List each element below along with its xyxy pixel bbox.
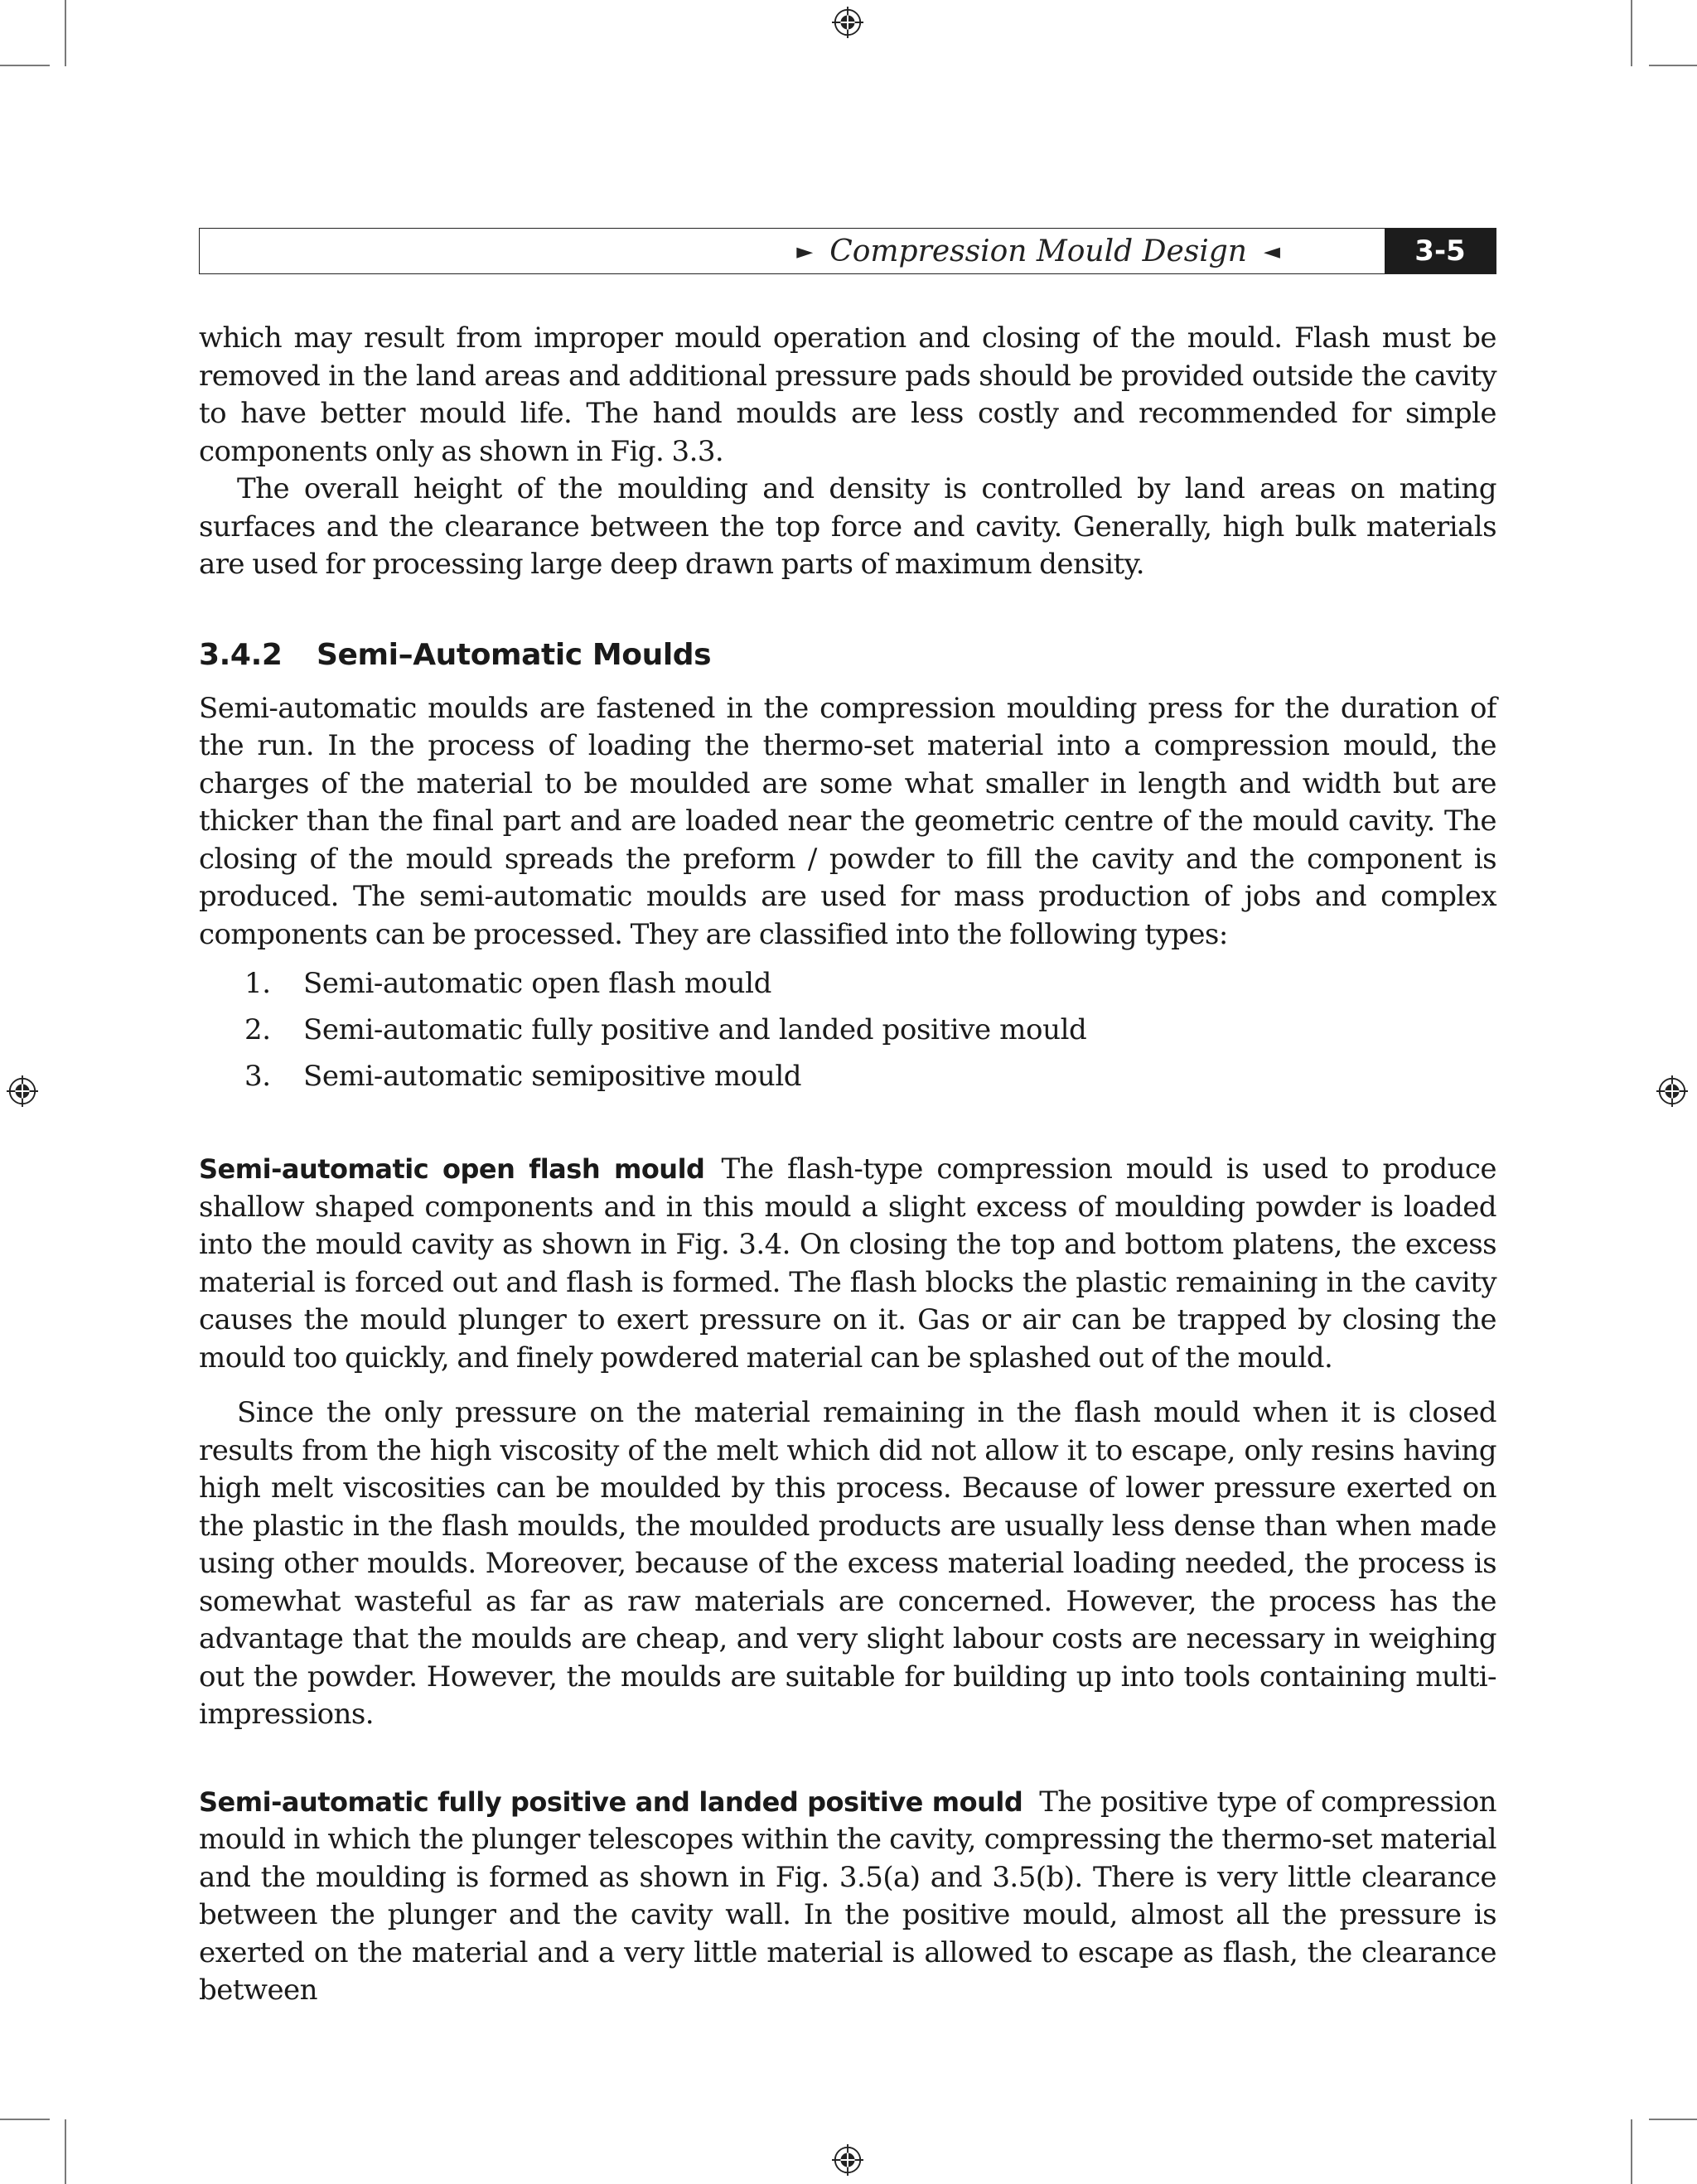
running-title: ► Compression Mould Design ◄ [796, 229, 1280, 275]
crop-mark [1649, 2119, 1697, 2120]
registration-mark-icon [7, 1075, 38, 1107]
triangle-right-icon: ► [796, 239, 814, 264]
paragraph: which may result from improper mould operation and closing of the mould. Flash must be removed in the land areas and additional pressure pads should be provided outside the cavity to have better mould life. The hand moulds are less costly and recommended for simple components only as shown in Fig. 3.3. [199, 321, 1496, 468]
triangle-left-icon: ◄ [1264, 239, 1280, 264]
list-item: 2. Semi-automatic fully positive and landed positive mould [244, 1013, 1087, 1046]
section-number: 3.4.2 [199, 637, 283, 672]
runin-heading: Semi-automatic fully positive and landed positive mould [199, 1785, 1023, 1818]
section-title: Semi–Automatic Moulds [317, 637, 712, 672]
paragraph: The overall height of the moulding and density is controlled by land areas on mating surfaces and the clearance between the top force and cavity. Generally, high bulk materials are used for processing large deep drawn parts of maximum density. [199, 472, 1496, 581]
paragraph: Semi-automatic moulds are fastened in the compression moulding press for the duration of the run. In the process of loading the thermo-set material into a compression mould, the charges of the material to be moulded are some what smaller in length and width but are thicker than the final part and are loaded near the geometric centre of the mould cavity. The closing of the mould spreads the preform / powder to fill the cavity and the component is produced. The semi-automatic moulds are used for mass production of jobs and complex components can be processed. They are classified into the following types: [199, 691, 1496, 951]
crop-mark [1631, 0, 1632, 66]
crop-mark [65, 2119, 66, 2184]
crop-mark [0, 2119, 50, 2120]
crop-mark [1649, 65, 1697, 66]
running-header [199, 228, 1496, 274]
section-heading [199, 635, 1496, 675]
runin-heading: Semi-automatic open flash mould [199, 1153, 705, 1185]
paragraph: Semi-automatic fully positive and landed positive mould The positive type of compression mould in which the plunger telescopes within the cavity, compressing the thermo-set material and the moulding is formed as shown in Fig. 3.5(a) and 3.5(b). There is very little clearance between the plunger and the cavity wall. In the positive mould, almost all the pressure is exerted on the material and a very little material is allowed to escape as flash, the clearance between [199, 1785, 1497, 2007]
page-number: 3-5 [1385, 229, 1496, 273]
registration-mark-icon [1656, 1075, 1688, 1107]
crop-mark [0, 65, 50, 66]
list-item: 1. Semi-automatic open flash mould [244, 967, 772, 1000]
list-item: 3. Semi-automatic semipositive mould [244, 1060, 802, 1093]
crop-mark [1631, 2119, 1632, 2184]
crop-mark [65, 0, 66, 66]
paragraph: Since the only pressure on the material remaining in the flash mould when it is closed results from the high viscosity of the melt which did not allow it to escape, only resins having high melt viscosities can be moulded by this process. Because of lower pressure exerted on the plastic in the flash moulds, the moulded products are usually less dense than when made using other moulds. Moreover, because of the excess material loading needed, the process is somewhat wasteful as far as raw materials are concerned. However, the process has the advantage that the moulds are cheap, and very slight labour costs are necessary in weighing out the powder. However, the moulds are suitable for building up into tools containing multi-impressions. [199, 1396, 1496, 1731]
registration-mark-icon [832, 7, 863, 38]
paragraph: Semi-automatic open flash mould The flash-type compression mould is used to produce shallow shaped components and in this mould a slight excess of moulding powder is loaded into the mould cavity as shown in Fig. 3.4. On closing the top and bottom platens, the excess material is forced out and flash is formed. The flash blocks the plastic remaining in the cavity causes the mould plunger to exert pressure on it. Gas or air can be trapped by closing the mould too quickly, and finely powdered material can be splashed out of the mould. [199, 1152, 1496, 1375]
types-list [199, 960, 1496, 1099]
page-body [199, 320, 1496, 2010]
registration-mark-icon [832, 2144, 863, 2176]
